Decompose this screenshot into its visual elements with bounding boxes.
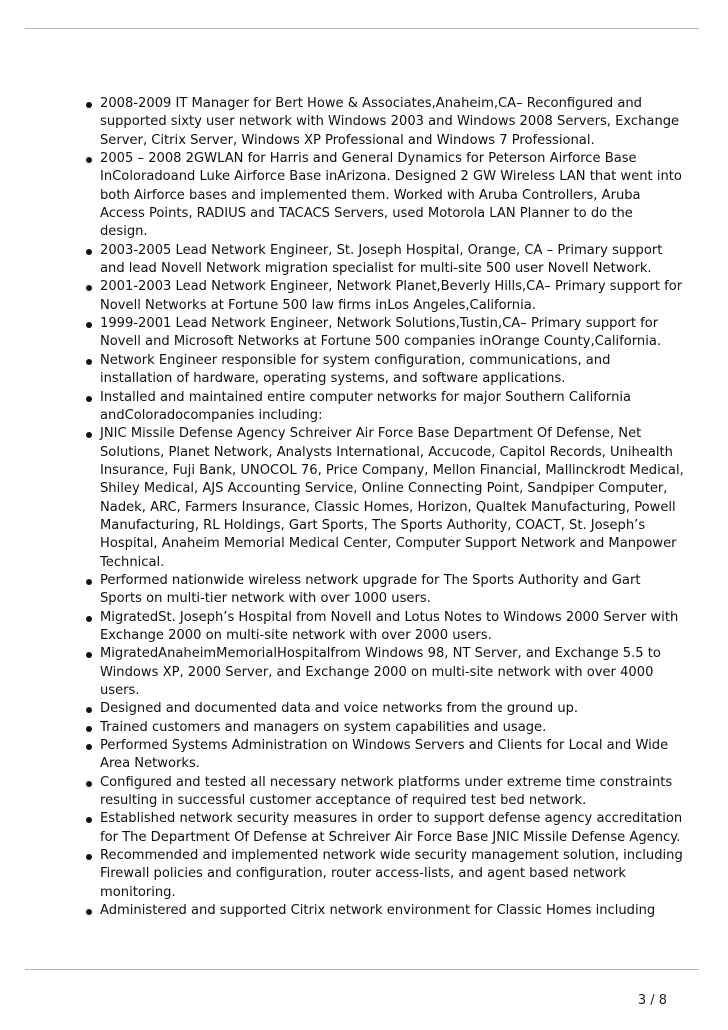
bullet-icon	[86, 285, 92, 291]
list-item	[84, 278, 684, 315]
list-item-text: 1999-2001 Lead Network Engineer, Network Solutions,Tustin,CA– Primary support for Novell and Microsoft Networks at Fortune 500 companies inOrange County,California.	[100, 316, 662, 350]
list-item-text: MigratedAnaheimMemorialHospitalfrom Windows 98, NT Server, and Exchange 5.5 to Windows XP, 2000 Server, and Exchange 2000 on multi-site network with over 4000 users.	[100, 646, 661, 698]
bullet-icon	[86, 249, 92, 255]
list-item-text: JNIC Missile Defense Agency Schreiver Air Force Base Department Of Defense, Net Solutions, Planet Network, Analysts International, Accucode, Capitol Records, Unihealth Insurance, Fuji Bank, UNOCOL 76, Price Company, Mellon Financial, Mallinckrodt Medical, Shiley Medical, AJS Accounting Service, Online Connecting Point, Sandpiper Computer, Nadek, ARC, Farmers Insurance, Classic Homes, Horizon, Qualtek Manufacturing, Powell Manufacturing, RL Holdings, Gart Sports, The Sports Authority, COACT, St. Joseph’s Hospital, Anaheim Memorial Medical Center, Computer Support Network and Manpower Technical.	[100, 426, 684, 570]
bullet-icon	[86, 652, 92, 658]
list-item-text: Established network security measures in order to support defense agency accreditation for The Department Of Defense at Schreiver Air Force Base JNIC Missile Defense Agency.	[100, 811, 683, 845]
list-item-text: 2001-2003 Lead Network Engineer, Network Planet,Beverly Hills,CA– Primary support for Novell Networks at Fortune 500 law firms inLos Angeles,California.	[100, 279, 683, 313]
bullet-icon	[86, 616, 92, 622]
list-item	[84, 774, 684, 811]
list-item-text: MigratedSt. Joseph’s Hospital from Novell and Lotus Notes to Windows 2000 Server with Exchange 2000 on multi-site network with over 2000 users.	[100, 609, 679, 643]
bullet-icon	[86, 854, 92, 860]
bullet-icon	[86, 359, 92, 365]
bullet-icon	[86, 396, 92, 402]
list-item	[84, 352, 684, 389]
list-item	[84, 645, 684, 700]
header-rule	[25, 28, 699, 29]
list-item-text: Administered and supported Citrix network environment for Classic Homes including	[100, 903, 656, 919]
list-item-text: 2003-2005 Lead Network Engineer, St. Joseph Hospital, Orange, CA – Primary support and lead Novell Network migration specialist for multi-site 500 user Novell Network.	[100, 242, 663, 277]
bullet-icon	[86, 579, 92, 585]
bullet-icon	[86, 817, 92, 823]
resume-bullet-list	[84, 95, 684, 920]
list-item	[84, 315, 684, 352]
list-item	[84, 810, 684, 847]
bullet-icon	[86, 102, 92, 108]
bullet-icon	[86, 781, 92, 787]
list-item	[84, 700, 684, 718]
list-item	[84, 425, 684, 572]
footer-rule	[25, 969, 699, 970]
bullet-icon	[86, 322, 92, 328]
list-item-text: Recommended and implemented network wide security management solution, including Firewall policies and configuration, router access-lists, and agent based network monitoring.	[100, 848, 683, 900]
page-number: 3 / 8	[637, 993, 667, 1008]
list-item-text: Installed and maintained entire computer networks for major Southern California andColoradocompanies including:	[100, 389, 632, 423]
list-item	[84, 737, 684, 774]
list-item-text: Configured and tested all necessary network platforms under extreme time constraints resulting in successful customer acceptance of required test bed network.	[100, 774, 673, 809]
list-item-text: Trained customers and managers on system capabilities and usage.	[100, 719, 547, 735]
list-item	[84, 572, 684, 609]
list-item	[84, 150, 684, 242]
list-item-text: 2008-2009 IT Manager for Bert Howe & Associates,Anaheim,CA– Reconfigured and supported sixty user network with Windows 2003 and Windows 2008 Servers, Exchange Server, Citrix Server, Windows XP Professional and Windows 7 Professional.	[100, 96, 680, 148]
bullet-icon	[86, 157, 92, 163]
list-item	[84, 902, 684, 920]
list-item	[84, 609, 684, 646]
list-item-text: Performed Systems Administration on Windows Servers and Clients for Local and Wide Area Networks.	[100, 738, 669, 772]
bullet-icon	[86, 909, 92, 915]
list-item	[84, 847, 684, 902]
list-item-text: Performed nationwide wireless network upgrade for The Sports Authority and Gart Sports on multi-tier network with over 1000 users.	[100, 572, 641, 607]
list-item-text: 2005 – 2008 2GWLAN for Harris and General Dynamics for Peterson Airforce Base InColoradoand Luke Airforce Base inArizona. Designed 2 GW Wireless LAN that went into both Airforce bases and implemented them. Worked with Aruba Controllers, Aruba Access Points, RADIUS and TACACS Servers, used Motorola LAN Planner to do the design.	[100, 151, 682, 240]
list-item	[84, 242, 684, 279]
list-item-text: Designed and documented data and voice networks from the ground up.	[100, 701, 579, 717]
bullet-icon	[86, 707, 92, 713]
bullet-icon	[86, 432, 92, 438]
list-item-text: Network Engineer responsible for system configuration, communications, and installation of hardware, operating systems, and software applications.	[100, 352, 611, 387]
list-item	[84, 389, 684, 426]
list-item	[84, 719, 684, 737]
bullet-icon	[86, 726, 92, 732]
bullet-icon	[86, 744, 92, 750]
list-item	[84, 95, 684, 150]
